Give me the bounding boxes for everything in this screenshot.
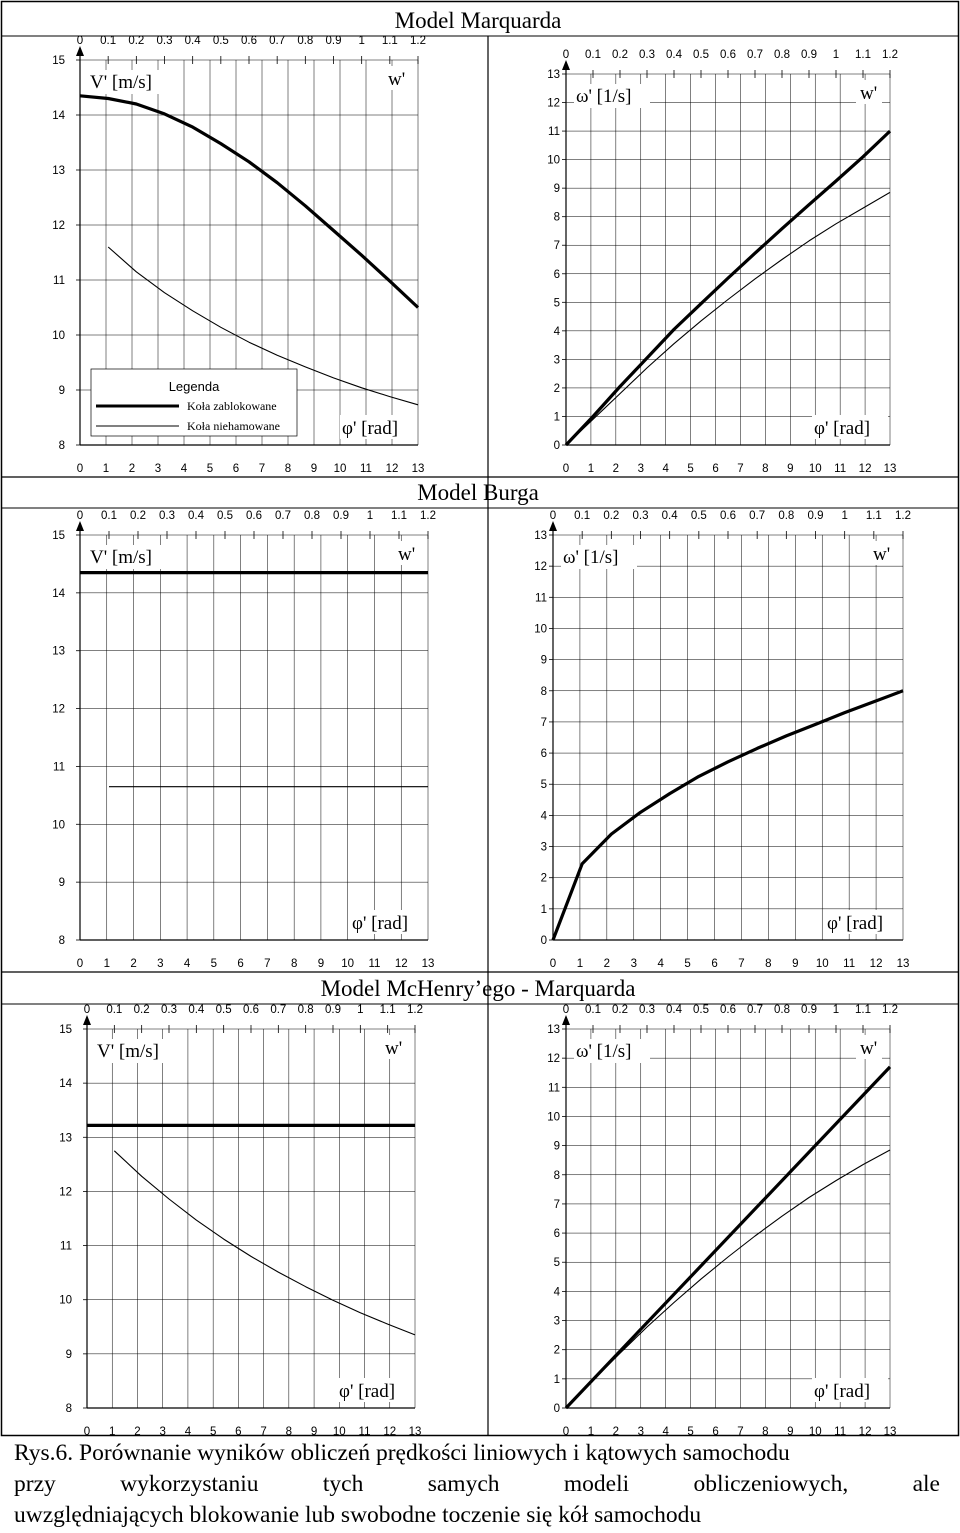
mchenry-v-y-tick-label: 11 xyxy=(60,1240,72,1253)
mchenry-v-y-tick-label: 10 xyxy=(59,1294,72,1307)
burg-omega-y-tick-label: 13 xyxy=(534,530,547,542)
mchenry-omega-x-tick-label: 5 xyxy=(687,1426,694,1438)
burg-omega-y-axis-arrow xyxy=(549,521,557,531)
mchenry-omega-x-tick-label: 9 xyxy=(787,1426,794,1438)
burg-omega-y-tick-label: 8 xyxy=(540,685,547,698)
marquard-omega-x2-axis-label: w' xyxy=(860,83,878,104)
marquard-v-x2-tick-label: 0.7 xyxy=(269,35,286,47)
figure-caption xyxy=(14,1438,940,1531)
marquard-v-x2-tick-label: 0.1 xyxy=(100,35,117,47)
mchenry-omega-y-tick-label: 2 xyxy=(553,1344,560,1357)
marquard-omega-x2-tick-label: 0.1 xyxy=(585,49,601,61)
marquard-omega-y-tick-label: 2 xyxy=(553,382,560,395)
mchenry-v-x-tick-label: 2 xyxy=(134,1426,141,1438)
mchenry-v-x2-tick-label: 0.8 xyxy=(297,1004,314,1016)
marquard-omega-y-tick-label: 7 xyxy=(553,240,560,253)
mchenry-v-x-axis-label: φ' [rad] xyxy=(339,1381,396,1402)
mchenry-omega-x-tick-label: 7 xyxy=(737,1426,744,1438)
mchenry-omega-series-rolling xyxy=(566,1150,890,1408)
mchenry-omega-x2-tick-label: 1.1 xyxy=(855,1004,871,1016)
mchenry-v-y-tick-label: 13 xyxy=(59,1132,72,1145)
marquard-omega-x2-tick-label: 0.2 xyxy=(612,49,628,61)
burg-v-x2-tick-label: 0 xyxy=(76,510,84,522)
burg-omega-y-tick-label: 4 xyxy=(540,810,547,823)
marquard-omega-y-tick-label: 10 xyxy=(547,154,560,167)
marquard-v-x2-tick-label: 0 xyxy=(76,35,84,47)
section-title: Model Burga xyxy=(417,480,539,505)
marquard-v-x2-tick-label: 0.8 xyxy=(297,35,314,47)
mchenry-v-x2-tick-label: 0.2 xyxy=(133,1004,150,1016)
marquard-v-x-tick-label: 11 xyxy=(360,463,372,475)
marquard-v-y-tick-label: 14 xyxy=(52,110,65,122)
marquard-v-y-tick-label: 15 xyxy=(52,55,65,67)
burg-v-x-tick-label: 9 xyxy=(317,958,325,970)
burg-v-x-tick-label: 12 xyxy=(394,958,408,970)
mchenry-v-x-tick-label: 9 xyxy=(310,1426,318,1438)
mchenry-omega-x2-tick-label: 0.8 xyxy=(774,1004,790,1016)
mchenry-omega-x-tick-label: 3 xyxy=(637,1426,644,1438)
burg-v-y-tick-label: 9 xyxy=(58,877,65,890)
burg-omega-x2-tick-label: 1.1 xyxy=(865,510,882,522)
burg-omega-x2-tick-label: 1 xyxy=(841,510,848,522)
marquard-omega-x-tick-label: 8 xyxy=(762,463,769,475)
mchenry-omega-x2-tick-label: 0.4 xyxy=(666,1004,682,1016)
burg-omega-y-tick-label: 10 xyxy=(534,623,547,636)
mchenry-v-y-tick-label: 14 xyxy=(59,1078,72,1091)
mchenry-v-x2-tick-label: 1 xyxy=(357,1004,364,1016)
mchenry-v-x2-tick-label: 0.7 xyxy=(270,1004,287,1016)
marquard-v-x2-tick-label: 1.2 xyxy=(410,35,426,47)
burg-v-y-axis-label: V' [m/s] xyxy=(90,547,153,568)
marquard-v-x2-tick-label: 1.1 xyxy=(381,35,398,47)
burg-omega-x2-tick-label: 0.9 xyxy=(807,510,824,522)
burg-v-x2-tick-label: 0.3 xyxy=(159,510,175,522)
mchenry-omega-y-tick-label: 1 xyxy=(553,1373,560,1386)
marquard-omega-y-tick-label: 3 xyxy=(553,354,560,367)
marquard-v-y-tick-label: 12 xyxy=(52,220,65,232)
burg-v-x2-tick-label: 0.4 xyxy=(188,510,204,522)
burg-omega-x-axis-label: φ' [rad] xyxy=(827,913,884,934)
marquard-omega-series-locked xyxy=(566,131,890,445)
burg-v-x2-tick-label: 0.6 xyxy=(246,510,262,522)
marquard-omega-x2-tick-label: 0.4 xyxy=(666,49,682,61)
burg-v-x-tick-label: 7 xyxy=(264,958,271,970)
mchenry-omega-x2-tick-label: 0.3 xyxy=(639,1004,655,1016)
burg-omega-x2-tick-label: 0.4 xyxy=(661,510,678,522)
burg-v-x2-tick-label: 1.1 xyxy=(391,510,407,522)
mchenry-omega-x-tick-label: 0 xyxy=(562,1426,570,1438)
burg-omega-y-tick-label: 5 xyxy=(540,779,547,792)
mchenry-v-x2-tick-label: 1.1 xyxy=(379,1004,396,1016)
mchenry-omega-y-tick-label: 5 xyxy=(553,1257,560,1270)
marquard-v-x-tick-label: 9 xyxy=(310,463,318,475)
marquard-omega-y-tick-label: 8 xyxy=(553,211,560,224)
mchenry-v-y-tick-label: 12 xyxy=(59,1186,72,1199)
burg-v-x-tick-label: 6 xyxy=(237,958,244,970)
burg-v-x-tick-label: 11 xyxy=(368,958,381,970)
marquard-omega-y-tick-label: 6 xyxy=(553,268,560,281)
mchenry-omega-x2-tick-label: 1 xyxy=(832,1004,840,1016)
burg-v-x2-tick-label: 0.8 xyxy=(304,510,320,522)
mchenry-v-x-tick-label: 4 xyxy=(184,1426,192,1438)
mchenry-omega-x-tick-label: 10 xyxy=(808,1426,822,1438)
mchenry-v-x-tick-label: 6 xyxy=(235,1426,242,1438)
burg-v-x-tick-label: 13 xyxy=(421,958,435,970)
marquard-v-y-tick-label: 11 xyxy=(53,275,65,287)
marquard-v-x-tick-label: 10 xyxy=(333,463,347,475)
marquard-omega-x2-tick-label: 1.1 xyxy=(855,49,871,61)
mchenry-v-x2-tick-label: 0 xyxy=(83,1004,91,1016)
mchenry-omega-x-tick-label: 6 xyxy=(712,1426,719,1438)
burg-v-x-tick-label: 3 xyxy=(157,958,164,970)
burg-omega-x-tick-label: 4 xyxy=(657,958,664,970)
burg-v-x2-tick-label: 0.7 xyxy=(275,510,291,522)
burg-v-y-tick-label: 13 xyxy=(52,645,65,658)
marquard-v-x-tick-label: 5 xyxy=(206,463,214,475)
marquard-v-x2-tick-label: 0.4 xyxy=(184,35,201,47)
marquard-v-x2-axis-label: w' xyxy=(388,69,406,90)
mchenry-omega-y-tick-label: 9 xyxy=(553,1140,560,1153)
mchenry-omega-x-tick-label: 13 xyxy=(883,1426,897,1438)
burg-v-y-tick-label: 15 xyxy=(52,530,65,542)
burg-v-x-tick-label: 2 xyxy=(130,958,137,970)
caption-line-1: Rys.6. Porównanie wyników obliczeń prędkości liniowych i kątowych samochodu xyxy=(14,1440,790,1466)
burg-v-x-tick-label: 1 xyxy=(103,958,110,970)
marquard-omega-x2-tick-label: 0.6 xyxy=(720,49,736,61)
burg-omega-x-tick-label: 11 xyxy=(843,958,856,970)
mchenry-v-y-tick-label: 8 xyxy=(65,1403,72,1415)
marquard-v-x2-tick-label: 0.2 xyxy=(128,35,145,47)
burg-omega-x-tick-label: 9 xyxy=(792,958,799,970)
burg-omega-x2-tick-label: 0.6 xyxy=(720,510,736,522)
mchenry-omega-x2-tick-label: 0.1 xyxy=(585,1004,601,1016)
marquard-omega-x-tick-label: 3 xyxy=(637,463,644,475)
marquard-v-y-tick-label: 13 xyxy=(52,165,65,177)
marquard-omega-x-tick-label: 10 xyxy=(808,463,822,475)
burg-omega-y-tick-label: 11 xyxy=(535,592,547,605)
burg-omega-x-tick-label: 0 xyxy=(549,958,557,970)
marquard-omega-x-tick-label: 2 xyxy=(612,463,620,475)
mchenry-v-x2-tick-label: 0.3 xyxy=(161,1004,177,1016)
mchenry-v-y-axis-arrow xyxy=(83,1015,91,1025)
marquard-omega-y-tick-label: 0 xyxy=(553,440,560,452)
marquard-v-y-tick-label: 8 xyxy=(58,440,65,452)
marquard-omega-x2-tick-label: 1 xyxy=(832,49,840,61)
mchenry-v-x-tick-label: 10 xyxy=(332,1426,346,1438)
burg-omega-x-tick-label: 2 xyxy=(603,958,611,970)
mchenry-omega-y-tick-label: 12 xyxy=(547,1053,560,1066)
marquard-v-x2-tick-label: 0.6 xyxy=(241,35,257,47)
burg-omega-x-tick-label: 13 xyxy=(896,958,910,970)
marquard-v-x-tick-label: 13 xyxy=(411,463,425,475)
burg-omega-x2-axis-label: w' xyxy=(873,544,891,565)
marquard-omega-x-tick-label: 11 xyxy=(834,463,847,475)
burg-omega-y-tick-label: 7 xyxy=(540,716,547,729)
mchenry-omega-y-tick-label: 6 xyxy=(553,1228,560,1241)
burg-omega-x2-tick-label: 0.1 xyxy=(574,510,591,522)
marquard-v-x-tick-label: 6 xyxy=(232,463,240,475)
marquard-v-y-axis-arrow xyxy=(76,46,84,56)
burg-omega-y-tick-label: 12 xyxy=(534,561,547,574)
mchenry-omega-x-tick-label: 11 xyxy=(834,1426,847,1438)
burg-omega-y-tick-label: 0 xyxy=(540,935,547,947)
burg-omega-x2-tick-label: 0.5 xyxy=(690,510,707,522)
burg-omega-y-tick-label: 3 xyxy=(540,841,547,854)
marquard-v-y-tick-label: 10 xyxy=(52,330,65,342)
marquard-omega-y-axis-arrow xyxy=(562,60,570,70)
marquard-omega-x2-tick-label: 0.5 xyxy=(693,49,709,61)
burg-v-x2-tick-label: 0.5 xyxy=(217,510,233,522)
burg-v-x2-tick-label: 1.2 xyxy=(420,510,436,522)
mchenry-v-x2-tick-label: 1.2 xyxy=(407,1004,423,1016)
burg-omega-x-tick-label: 7 xyxy=(738,958,745,970)
mchenry-omega-x-tick-label: 4 xyxy=(662,1426,669,1438)
mchenry-omega-x-tick-label: 1 xyxy=(587,1426,595,1438)
marquard-omega-x-tick-label: 5 xyxy=(687,463,694,475)
burg-v-x-tick-label: 4 xyxy=(183,958,191,970)
burg-omega-y-axis-label: ω' [1/s] xyxy=(563,547,619,568)
legend-item-label: Koła zablokowane xyxy=(187,399,277,413)
mchenry-omega-y-tick-label: 7 xyxy=(553,1198,560,1211)
mchenry-omega-y-tick-label: 11 xyxy=(548,1082,560,1095)
burg-omega-x-tick-label: 8 xyxy=(765,958,772,970)
burg-v-y-tick-label: 8 xyxy=(58,935,65,947)
marquard-v-x2-tick-label: 0.9 xyxy=(325,35,342,47)
marquard-omega-y-tick-label: 1 xyxy=(553,411,560,424)
mchenry-omega-x-tick-label: 8 xyxy=(762,1426,769,1438)
mchenry-omega-x-tick-label: 12 xyxy=(858,1426,872,1438)
marquard-omega-y-tick-label: 9 xyxy=(553,183,560,196)
marquard-omega-x-tick-label: 7 xyxy=(737,463,744,475)
burg-v-x2-axis-label: w' xyxy=(398,544,416,565)
marquard-omega-x2-tick-label: 0.9 xyxy=(801,49,817,61)
marquard-v-x-tick-label: 3 xyxy=(154,463,162,475)
marquard-omega-x2-tick-label: 0.8 xyxy=(774,49,790,61)
burg-v-x2-tick-label: 0.1 xyxy=(101,510,117,522)
marquard-v-x-tick-label: 4 xyxy=(180,463,188,475)
marquard-v-x2-tick-label: 1 xyxy=(358,35,365,47)
marquard-v-x-axis-label: φ' [rad] xyxy=(342,418,399,439)
mchenry-v-x-tick-label: 13 xyxy=(408,1426,422,1438)
burg-v-y-tick-label: 10 xyxy=(52,819,65,832)
marquard-omega-x-axis-label: φ' [rad] xyxy=(814,418,871,439)
marquard-omega-x2-tick-label: 0 xyxy=(562,49,570,61)
burg-v-x2-tick-label: 0.9 xyxy=(333,510,349,522)
mchenry-omega-x2-tick-label: 0.5 xyxy=(693,1004,709,1016)
mchenry-omega-x-tick-label: 2 xyxy=(612,1426,620,1438)
mchenry-omega-x2-tick-label: 0.9 xyxy=(801,1004,817,1016)
marquard-v-y-tick-label: 9 xyxy=(58,385,65,397)
mchenry-omega-x2-axis-label: w' xyxy=(860,1038,878,1059)
burg-omega-x-tick-label: 12 xyxy=(869,958,883,970)
marquard-omega-y-tick-label: 5 xyxy=(553,297,560,310)
burg-v-x-tick-label: 8 xyxy=(290,958,298,970)
burg-v-x2-tick-label: 1 xyxy=(366,510,374,522)
mchenry-v-x-tick-label: 7 xyxy=(260,1426,267,1438)
mchenry-v-x-tick-label: 3 xyxy=(159,1426,166,1438)
legend-title: Legenda xyxy=(168,379,220,394)
mchenry-omega-y-tick-label: 3 xyxy=(553,1315,560,1328)
burg-omega-x2-tick-label: 0.7 xyxy=(749,510,766,522)
section-title: Model McHenry’ego - Marquarda xyxy=(320,976,636,1001)
mchenry-v-x-tick-label: 1 xyxy=(109,1426,116,1438)
mchenry-v-x2-tick-label: 0.5 xyxy=(215,1004,232,1016)
marquard-v-y-axis-label: V' [m/s] xyxy=(90,72,153,93)
mchenry-v-x-tick-label: 8 xyxy=(285,1426,293,1438)
burg-omega-x2-tick-label: 0.3 xyxy=(632,510,649,522)
burg-omega-y-tick-label: 9 xyxy=(540,654,547,667)
marquard-omega-x-tick-label: 0 xyxy=(562,463,570,475)
mchenry-v-x2-tick-label: 0.6 xyxy=(243,1004,259,1016)
mchenry-omega-y-tick-label: 0 xyxy=(553,1403,560,1415)
mchenry-v-x2-tick-label: 0.9 xyxy=(325,1004,341,1016)
marquard-omega-x-tick-label: 6 xyxy=(712,463,719,475)
burg-omega-y-tick-label: 1 xyxy=(540,903,547,916)
marquard-v-series-locked xyxy=(80,96,418,308)
mchenry-omega-y-axis-label: ω' [1/s] xyxy=(576,1041,632,1062)
marquard-omega-x-tick-label: 13 xyxy=(883,463,897,475)
marquard-omega-x2-tick-label: 0.3 xyxy=(639,49,655,61)
mchenry-omega-x2-tick-label: 0 xyxy=(562,1004,570,1016)
marquard-omega-y-axis-label: ω' [1/s] xyxy=(576,86,632,107)
marquard-omega-x-tick-label: 12 xyxy=(858,463,872,475)
marquard-omega-x-tick-label: 4 xyxy=(662,463,669,475)
mchenry-v-y-tick-label: 15 xyxy=(59,1024,72,1036)
marquard-omega-x2-tick-label: 1.2 xyxy=(882,49,898,61)
burg-omega-x2-tick-label: 0.2 xyxy=(603,510,620,522)
mchenry-omega-x2-tick-label: 1.2 xyxy=(882,1004,898,1016)
mchenry-v-x2-tick-label: 0.4 xyxy=(188,1004,205,1016)
mchenry-omega-x2-tick-label: 0.6 xyxy=(720,1004,736,1016)
marquard-omega-x-tick-label: 1 xyxy=(587,463,595,475)
burg-omega-x-tick-label: 3 xyxy=(630,958,637,970)
burg-v-x-axis-label: φ' [rad] xyxy=(352,913,409,934)
marquard-omega-series-rolling xyxy=(566,192,890,445)
mchenry-v-x2-axis-label: w' xyxy=(385,1038,403,1059)
marquard-omega-y-tick-label: 11 xyxy=(548,126,560,139)
marquard-v-x-tick-label: 7 xyxy=(258,463,266,475)
mchenry-omega-series-locked xyxy=(566,1067,890,1408)
marquard-omega-y-tick-label: 4 xyxy=(553,325,560,338)
burg-v-x-tick-label: 10 xyxy=(341,958,355,970)
legend-item-label: Koła niehamowane xyxy=(187,419,280,433)
mchenry-omega-y-tick-label: 10 xyxy=(547,1111,560,1124)
mchenry-v-series-rolling xyxy=(114,1151,415,1335)
burg-v-y-tick-label: 11 xyxy=(53,761,65,774)
mchenry-omega-x2-tick-label: 0.7 xyxy=(747,1004,763,1016)
mchenry-v-x2-tick-label: 0.1 xyxy=(106,1004,123,1016)
caption-line-3: uwzględniających blokowanie lub swobodne toczenie się kół samochodu xyxy=(14,1502,702,1528)
burg-v-y-tick-label: 14 xyxy=(52,587,65,600)
marquard-v-x2-tick-label: 0.5 xyxy=(212,35,229,47)
mchenry-v-y-tick-label: 9 xyxy=(65,1348,72,1361)
marquard-v-x-tick-label: 8 xyxy=(284,463,292,475)
burg-omega-x-tick-label: 5 xyxy=(684,958,691,970)
burg-v-x-tick-label: 5 xyxy=(210,958,218,970)
marquard-omega-x-tick-label: 9 xyxy=(787,463,794,475)
mchenry-v-y-axis-label: V' [m/s] xyxy=(97,1041,160,1062)
mchenry-omega-y-tick-label: 13 xyxy=(547,1024,560,1036)
mchenry-omega-y-tick-label: 4 xyxy=(553,1286,560,1299)
mchenry-v-x-tick-label: 0 xyxy=(83,1426,91,1438)
mchenry-v-x-tick-label: 5 xyxy=(209,1426,217,1438)
burg-omega-y-tick-label: 2 xyxy=(540,872,547,885)
burg-v-x-tick-label: 0 xyxy=(76,958,84,970)
burg-omega-x-tick-label: 1 xyxy=(576,958,584,970)
mchenry-omega-y-axis-arrow xyxy=(562,1015,570,1025)
burg-v-x2-tick-label: 0.2 xyxy=(130,510,146,522)
burg-omega-y-tick-label: 6 xyxy=(540,748,547,761)
marquard-v-x2-tick-label: 0.3 xyxy=(156,35,173,47)
marquard-v-x-tick-label: 2 xyxy=(128,463,136,475)
burg-omega-x2-tick-label: 0 xyxy=(549,510,557,522)
marquard-v-x-tick-label: 0 xyxy=(76,463,84,475)
burg-omega-x-tick-label: 6 xyxy=(711,958,718,970)
mchenry-omega-y-tick-label: 8 xyxy=(553,1169,560,1182)
mchenry-v-x-tick-label: 11 xyxy=(358,1426,371,1438)
mchenry-omega-x-axis-label: φ' [rad] xyxy=(814,1381,871,1402)
marquard-omega-x2-tick-label: 0.7 xyxy=(747,49,763,61)
caption-line-2: przy wykorzystaniu tych samych modeli obliczeniowych, ale xyxy=(14,1471,940,1497)
burg-omega-x2-tick-label: 0.8 xyxy=(778,510,795,522)
mchenry-omega-x2-tick-label: 0.2 xyxy=(612,1004,628,1016)
marquard-v-x-tick-label: 12 xyxy=(385,463,399,475)
mchenry-v-x-tick-label: 12 xyxy=(383,1426,397,1438)
burg-omega-x-tick-label: 10 xyxy=(815,958,829,970)
burg-v-y-tick-label: 12 xyxy=(52,703,65,716)
marquard-omega-y-tick-label: 12 xyxy=(547,97,560,110)
burg-v-y-axis-arrow xyxy=(76,521,84,531)
marquard-v-x-tick-label: 1 xyxy=(102,463,110,475)
section-title: Model Marquarda xyxy=(394,8,562,33)
marquard-omega-y-tick-label: 13 xyxy=(547,69,560,81)
burg-omega-x2-tick-label: 1.2 xyxy=(895,510,911,522)
